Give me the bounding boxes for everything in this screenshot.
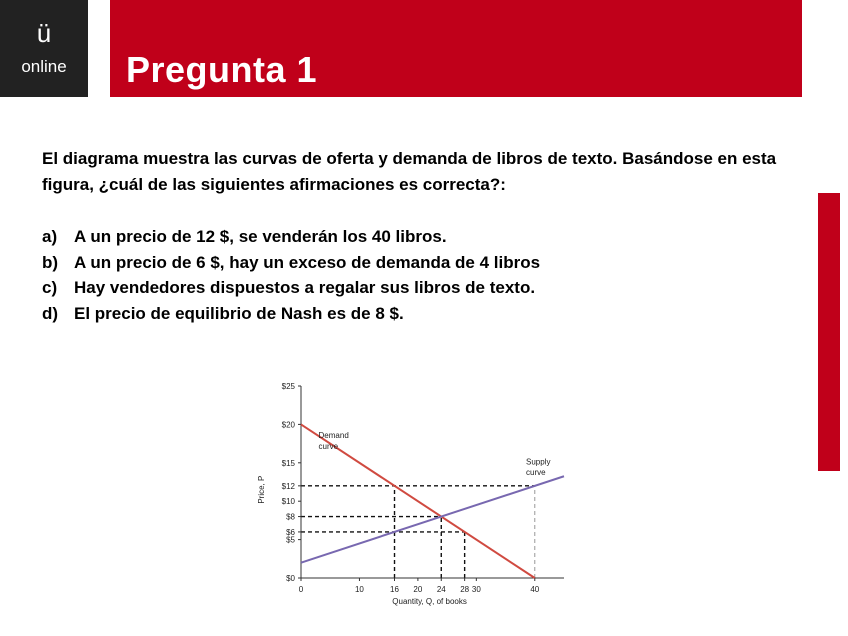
option-d[interactable] (42, 301, 802, 327)
y-tick-label: $15 (281, 458, 295, 468)
y-tick-label: $6 (286, 527, 295, 537)
demand-curve-label-line1: Demand (318, 431, 349, 441)
option-text: A un precio de 12 $, se venderán los 40 libros. (74, 227, 447, 246)
option-a[interactable] (42, 224, 802, 250)
x-tick-label: 40 (530, 585, 540, 594)
x-tick-label: 10 (354, 585, 364, 594)
y-tick-label: $12 (281, 481, 295, 491)
y-tick-label: $20 (281, 420, 295, 430)
x-tick-label: 16 (390, 585, 399, 594)
demand-curve-label-line2: curve (318, 441, 339, 451)
y-tick-label: $5 (286, 535, 295, 545)
y-tick-label: $0 (286, 574, 295, 583)
option-letter: a) (42, 227, 58, 246)
y-tick-label: $10 (281, 497, 295, 507)
x-tick-label: 24 (436, 585, 446, 594)
y-axis-title: Price, P (257, 475, 266, 504)
page-title: Pregunta 1 (126, 49, 318, 90)
x-tick-label: 30 (471, 585, 481, 594)
university-logo-mark: ü (36, 18, 52, 48)
option-c[interactable] (42, 275, 802, 301)
supply-curve-label-line2: curve (526, 468, 546, 478)
option-text: El precio de equilibrio de Nash es de 8 $. (74, 303, 404, 323)
y-tick-label: $8 (286, 512, 295, 522)
supply-demand-chart (250, 375, 580, 610)
y-tick-label: $25 (281, 382, 295, 391)
side-accent-bar (818, 193, 840, 471)
logo-text: online (21, 57, 67, 76)
question-text: El diagrama muestra las curvas de oferta y demanda de libros de texto. Basándose en esta figura, ¿cuál de las siguientes afirmaciones es correcta?: (42, 149, 777, 194)
title-bar (110, 0, 802, 97)
x-tick-label: 28 (460, 585, 470, 594)
option-text: A un precio de 6 $, hay un exceso de demanda de 4 libros (74, 252, 541, 272)
x-tick-label: 20 (413, 585, 423, 594)
supply-curve-label-line1: Supply (526, 457, 551, 467)
option-letter: d) (42, 303, 59, 323)
option-b[interactable] (42, 250, 802, 276)
option-letter: c) (42, 278, 58, 297)
x-axis-title: Quantity, Q, of books (392, 597, 467, 606)
answer-options (42, 224, 802, 326)
supply-curve (301, 476, 564, 562)
logo (0, 0, 88, 97)
option-text: Hay vendedores dispuestos a regalar sus libros de texto. (74, 278, 536, 297)
option-letter: b) (42, 252, 59, 272)
x-tick-label: 0 (298, 585, 304, 594)
